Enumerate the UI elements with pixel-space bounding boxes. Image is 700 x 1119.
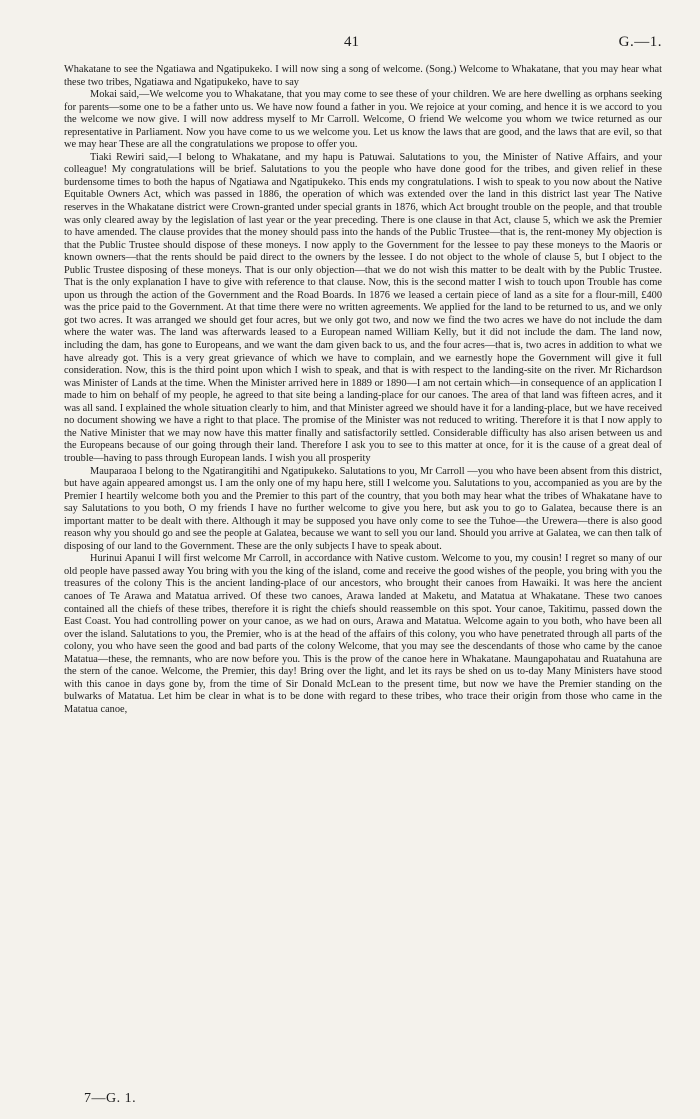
paragraph-mokai-speech: Mokai said,—We welcome you to Whakatane, that you may come to see these of your children. We are here dwelling as orphans seeking for parents—some one to be a father unto us. We have now found a father in you. We rejoice at your coming, and hence it is we accord to you the welcome we now give. I will now address myself to Mr Carroll. Welcome, O friend We welcome you whom we twice returned as our representative in Parliament. Now you have come to us we welcome you. Let us know the laws that are good, and the laws that are evil, so that we may hear These are all the congratulations we propose to offer you. bbox=[64, 89, 662, 151]
paragraph-mauparaoa-speech: Mauparaoa I belong to the Ngatirangitihi and Ngatipukeko. Salutations to you, Mr Carroll —you who have been absent from this district, but have again appeared amongst us. I am the only one of my hapu here, still I welcome you. Salutations to you, accompanied as you are by the Premier I heartily welcome both you and the Premier to this part of the country, that you both may hear what the tribes of Whakatane have to say Salutations to you both, O my friends I have no further welcome to give you here, but ask you to go to Galatea, because there is an important matter to be dealt with there. Although it may be supposed you have only come to see the Tuhoe—the Urewera—there is also good reason why you should go and see the people at Galatea, because we want to sell you our land. Should you arrive at Galatea, we can then talk of disposing of our land to the Government. These are the only subjects I have to speak about. bbox=[64, 465, 662, 552]
body-text bbox=[64, 64, 662, 716]
paragraph-hurinui-apanui-speech: Hurinui Apanui I will first welcome Mr Carroll, in accordance with Native custom. Welcome to you, my cousin! I regret so many of our old people have passed away You bring with you the king of the island, come and receive the good wishes of the people, you bring with you the treasures of the colony This is the ancient landing-place of our ancestors, who brought their canoes from Hawaiki. It was here the ancient canoes of Te Arawa and Matatua arrived. Of these two canoes, Arawa landed at Maketu, and Matatua at Whakatane. These two canoes contained all the chiefs of these tribes, therefore it is right the chiefs should reassemble on this spot. Your canoe, Takitimu, passed down the East Coast. You had controlling power on your canoe, as we had on ours, Arawa and Matatua. Welcome again to you both, who have been all over the island. Salutations to you, the Premier, who is at the head of the affairs of this colony, you who have penetrated through all parts of the colony, you who have seen the good and bad parts of the colony Welcome, that you may see the descendants of those who came by the canoe Matatua—these, the remnants, who are now before you. This is the prow of the canoe here in Whakatane. Maungapohatau and Ruatahuna are the stern of the canoe. Welcome, the Premier, this day! Bring over the light, and let its rays be shed on us to-day Many Ministers have stood with this canoe in days gone by, from the time of Sir Donald McLean to the present time, but now we have the Premier standing on the bulwarks of Matatua. Let him be clear in what is to be done with regard to these tribes, who trace their origin from those who came in the Matatua canoe, bbox=[64, 553, 662, 715]
paragraph-tiaki-rewiri-speech: Tiaki Rewiri said,—I belong to Whakatane, and my hapu is Patuwai. Salutations to you, the Minister of Native Affairs, and your colleague! My congratulations will be brief. Salutations to you the people who have done good for the tribes, and given relief in these burdensome times to both the hapus of Ngatiawa and Ngatipukeko. This ends my congratulations. I wish to speak to you now about the Native Equitable Owners Act, which was passed in 1886, the operation of which was extended over the land in this district last year The Native reserves in the Whakatane district were Crown-granted under special grants in 1876, which Act brought trouble on the people, and that trouble was only cleared away by the legislation of last year or the year preceding. There is one clause in that Act, clause 5, which we ask the Premier to have amended. The clause provides that the money should pass into the hands of the Public Trustee—that is, the rent-money My objection is that the Public Trustee should dispose of these moneys. I now apply to the Government for the lessee to pay these moneys to the Maoris or known owners—that the rents should be paid direct to the owners by the lessee. I do not object to the whole of clause 5, but I object to the Public Trustee disposing of these moneys. That is our only objection—that we do not wish this matter to be dealt with by the Public Trustee. That is the only explanation I have to give with reference to that clause. Now, this is the second matter I wish to touch upon Trouble has come upon us through the action of the Government and the Road Boards. In 1876 we leased a certain piece of land as a site for a flour-mill, £400 was the price paid to the Government. At that time there were no written agreements. We applied for the land to be returned to us, and we only got two acres. It was arranged we should get four acres, but we only got two, and now we find the two acres we have do not include the dam where the water was. The land was afterwards leased to a European named William Kelly, but it did not include the dam. The land now, including the dam, has gone to Europeans, and we want the dam given back to us, and the four acres—that is, two acres in addition to what we have already got. This is a very great grievance of which we have to complain, and we earnestly hope the Government will give it full consideration. Now, this is the third point upon which I wish to speak, and that is with respect to the landing-site on the river. Mr Richardson was Minister of Lands at the time. When the Minister arrived here in 1889 or 1890—I am not certain which—in consequence of an application I made to him on behalf of my people, he agreed to that site being a landing-place for our canoes. The area of that land was fifteen acres, and it was all sand. I explained the whole situation clearly to him, and that Minister agreed we should have it for a landing-place, but we have received no document showing we have a right to that place. The promise of the Minister was not reduced to writing. Therefore it is that I now apply to the Native Minister that we may now have this matter finally and satisfactorily settled. Considerable difficulty has also arisen between us and the Europeans because of our going through their land. Therefore I ask you to see to this matter at once, for it is the cause of a great deal of trouble—having to pass through European lands. I wish you all prosperity bbox=[64, 151, 663, 464]
series-mark: G.—1. bbox=[618, 34, 662, 50]
page-number: 41 bbox=[344, 34, 359, 50]
page-header bbox=[64, 30, 662, 54]
paragraph-continuation: Whakatane to see the Ngatiawa and Ngatipukeko. I will now sing a song of welcome. (Song.) Welcome to Whakatane, that you may hear what these two tribes, Ngatiawa and Ngatipukeko, have to say bbox=[64, 64, 662, 88]
signature-mark: 7—G. 1. bbox=[84, 1091, 137, 1106]
